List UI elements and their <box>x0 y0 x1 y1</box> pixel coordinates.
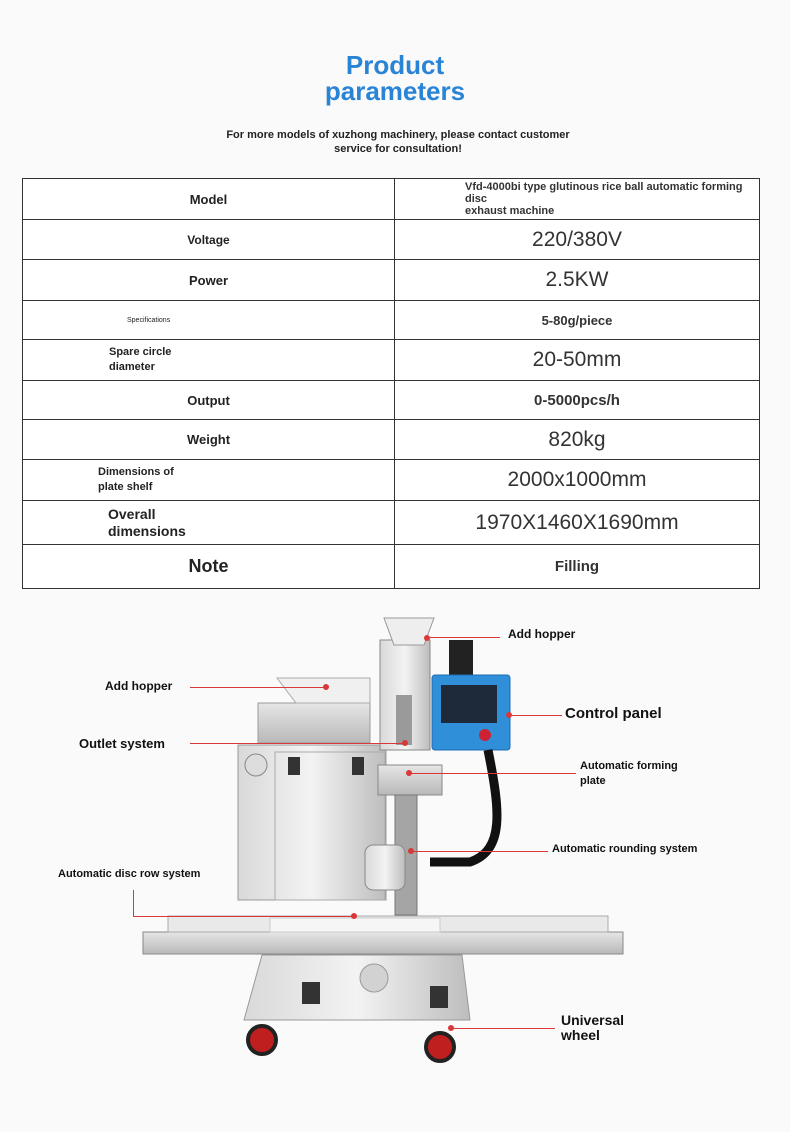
wheel <box>426 1033 454 1061</box>
disc-plate <box>270 918 440 932</box>
leader-line <box>190 687 328 688</box>
table-row <box>23 301 760 340</box>
subtitle <box>200 128 596 156</box>
spec-value-weight: 820kg <box>395 420 760 460</box>
subtitle-line-1: For more models of xuzhong machinery, please contact customer <box>226 129 570 141</box>
callout-disc-row-system: Automatic disc row system <box>58 868 201 880</box>
wheel-line-2: wheel <box>561 1027 600 1043</box>
wheel-line-1: Universal <box>561 1012 625 1028</box>
spec-value-spare-circle: 20-50mm <box>395 340 760 381</box>
leader-line <box>412 851 548 852</box>
model-line-1: Vfd-4000bi type glutinous rice ball automatic forming disc <box>465 181 743 205</box>
plate-line-2: plate shelf <box>98 481 153 493</box>
base-latch <box>302 982 320 1004</box>
callout-outlet-system: Outlet system <box>79 736 165 751</box>
subtitle-line-2: service for consultation! <box>334 143 462 155</box>
emergency-stop <box>479 729 491 741</box>
table-row <box>23 420 760 460</box>
base-cover <box>360 964 388 992</box>
conveyor-frame <box>143 932 623 954</box>
leader-line <box>452 1028 555 1029</box>
callout-rounding-system: Automatic rounding system <box>552 843 698 855</box>
spec-label-spare-circle <box>23 340 395 381</box>
page-title <box>0 52 790 104</box>
leader-dot <box>406 770 412 776</box>
spec-value-power: 2.5KW <box>395 260 760 301</box>
exhaust-motor <box>449 640 473 678</box>
spec-table <box>22 178 760 589</box>
table-row <box>23 179 760 220</box>
left-hopper <box>277 678 370 703</box>
spec-label-model: Model <box>23 179 395 220</box>
forming-line-2: plate <box>580 775 606 787</box>
spare-line-2: diameter <box>109 361 155 373</box>
gauge <box>245 754 267 776</box>
spec-label-specifications: Specifications <box>23 301 395 340</box>
leader-line <box>410 773 576 774</box>
latch <box>352 757 364 775</box>
leader-dot <box>402 740 408 746</box>
table-row <box>23 545 760 589</box>
left-hopper-body <box>258 703 370 743</box>
leader-line <box>133 916 355 917</box>
leader-dot <box>323 684 329 690</box>
spec-value-plate-shelf: 2000x1000mm <box>395 460 760 501</box>
spare-line-1: Spare circle <box>109 346 172 358</box>
table-row <box>23 260 760 301</box>
leader-dot <box>506 712 512 718</box>
callout-control-panel: Control panel <box>565 705 662 722</box>
table-row <box>23 381 760 420</box>
table-row <box>23 501 760 545</box>
title-line-2: parameters <box>324 76 466 106</box>
spec-value-specifications: 5-80g/piece <box>395 301 760 340</box>
leader-dot <box>351 913 357 919</box>
leader-line <box>190 743 404 744</box>
spec-label-output: Output <box>23 381 395 420</box>
touch-screen <box>441 685 497 723</box>
latch <box>288 757 300 775</box>
spec-label-plate-shelf <box>23 460 395 501</box>
table-row <box>23 220 760 260</box>
title-line-1: Product <box>345 50 445 80</box>
machine-illustration <box>0 600 790 1127</box>
spec-label-note: Note <box>23 545 395 589</box>
spec-label-weight: Weight <box>23 420 395 460</box>
table-row <box>23 340 760 381</box>
leader-line <box>133 890 134 916</box>
callout-forming-plate <box>580 759 678 789</box>
outlet-pipe <box>396 695 412 745</box>
overall-line-2: dimensions <box>108 522 186 539</box>
table-row <box>23 460 760 501</box>
spec-value-voltage: 220/380V <box>395 220 760 260</box>
model-line-2: exhaust machine <box>465 205 555 217</box>
leader-dot <box>408 848 414 854</box>
plate-line-1: Dimensions of <box>98 466 174 478</box>
callout-universal-wheel <box>561 1013 624 1043</box>
spec-value-model <box>395 179 760 220</box>
leader-dot <box>424 635 430 641</box>
spec-value-note: Filling <box>395 545 760 589</box>
leader-dot <box>448 1025 454 1031</box>
spec-value-overall: 1970X1460X1690mm <box>395 501 760 545</box>
leader-line <box>492 637 500 638</box>
leader-line <box>512 715 562 716</box>
spec-label-power: Power <box>23 260 395 301</box>
callout-add-hopper-top: Add hopper <box>508 627 576 641</box>
overall-line-1: Overall <box>108 505 156 522</box>
leader-line <box>430 637 492 638</box>
spec-label-overall <box>23 501 395 545</box>
rounding-motor <box>365 845 405 890</box>
base-latch <box>430 986 448 1008</box>
spec-label-voltage: Voltage <box>23 220 395 260</box>
forming-line-1: Automatic forming <box>580 760 678 772</box>
leader-line <box>492 637 493 638</box>
callout-add-hopper-left: Add hopper <box>105 679 173 693</box>
wheel <box>248 1026 276 1054</box>
spec-value-output: 0-5000pcs/h <box>395 381 760 420</box>
